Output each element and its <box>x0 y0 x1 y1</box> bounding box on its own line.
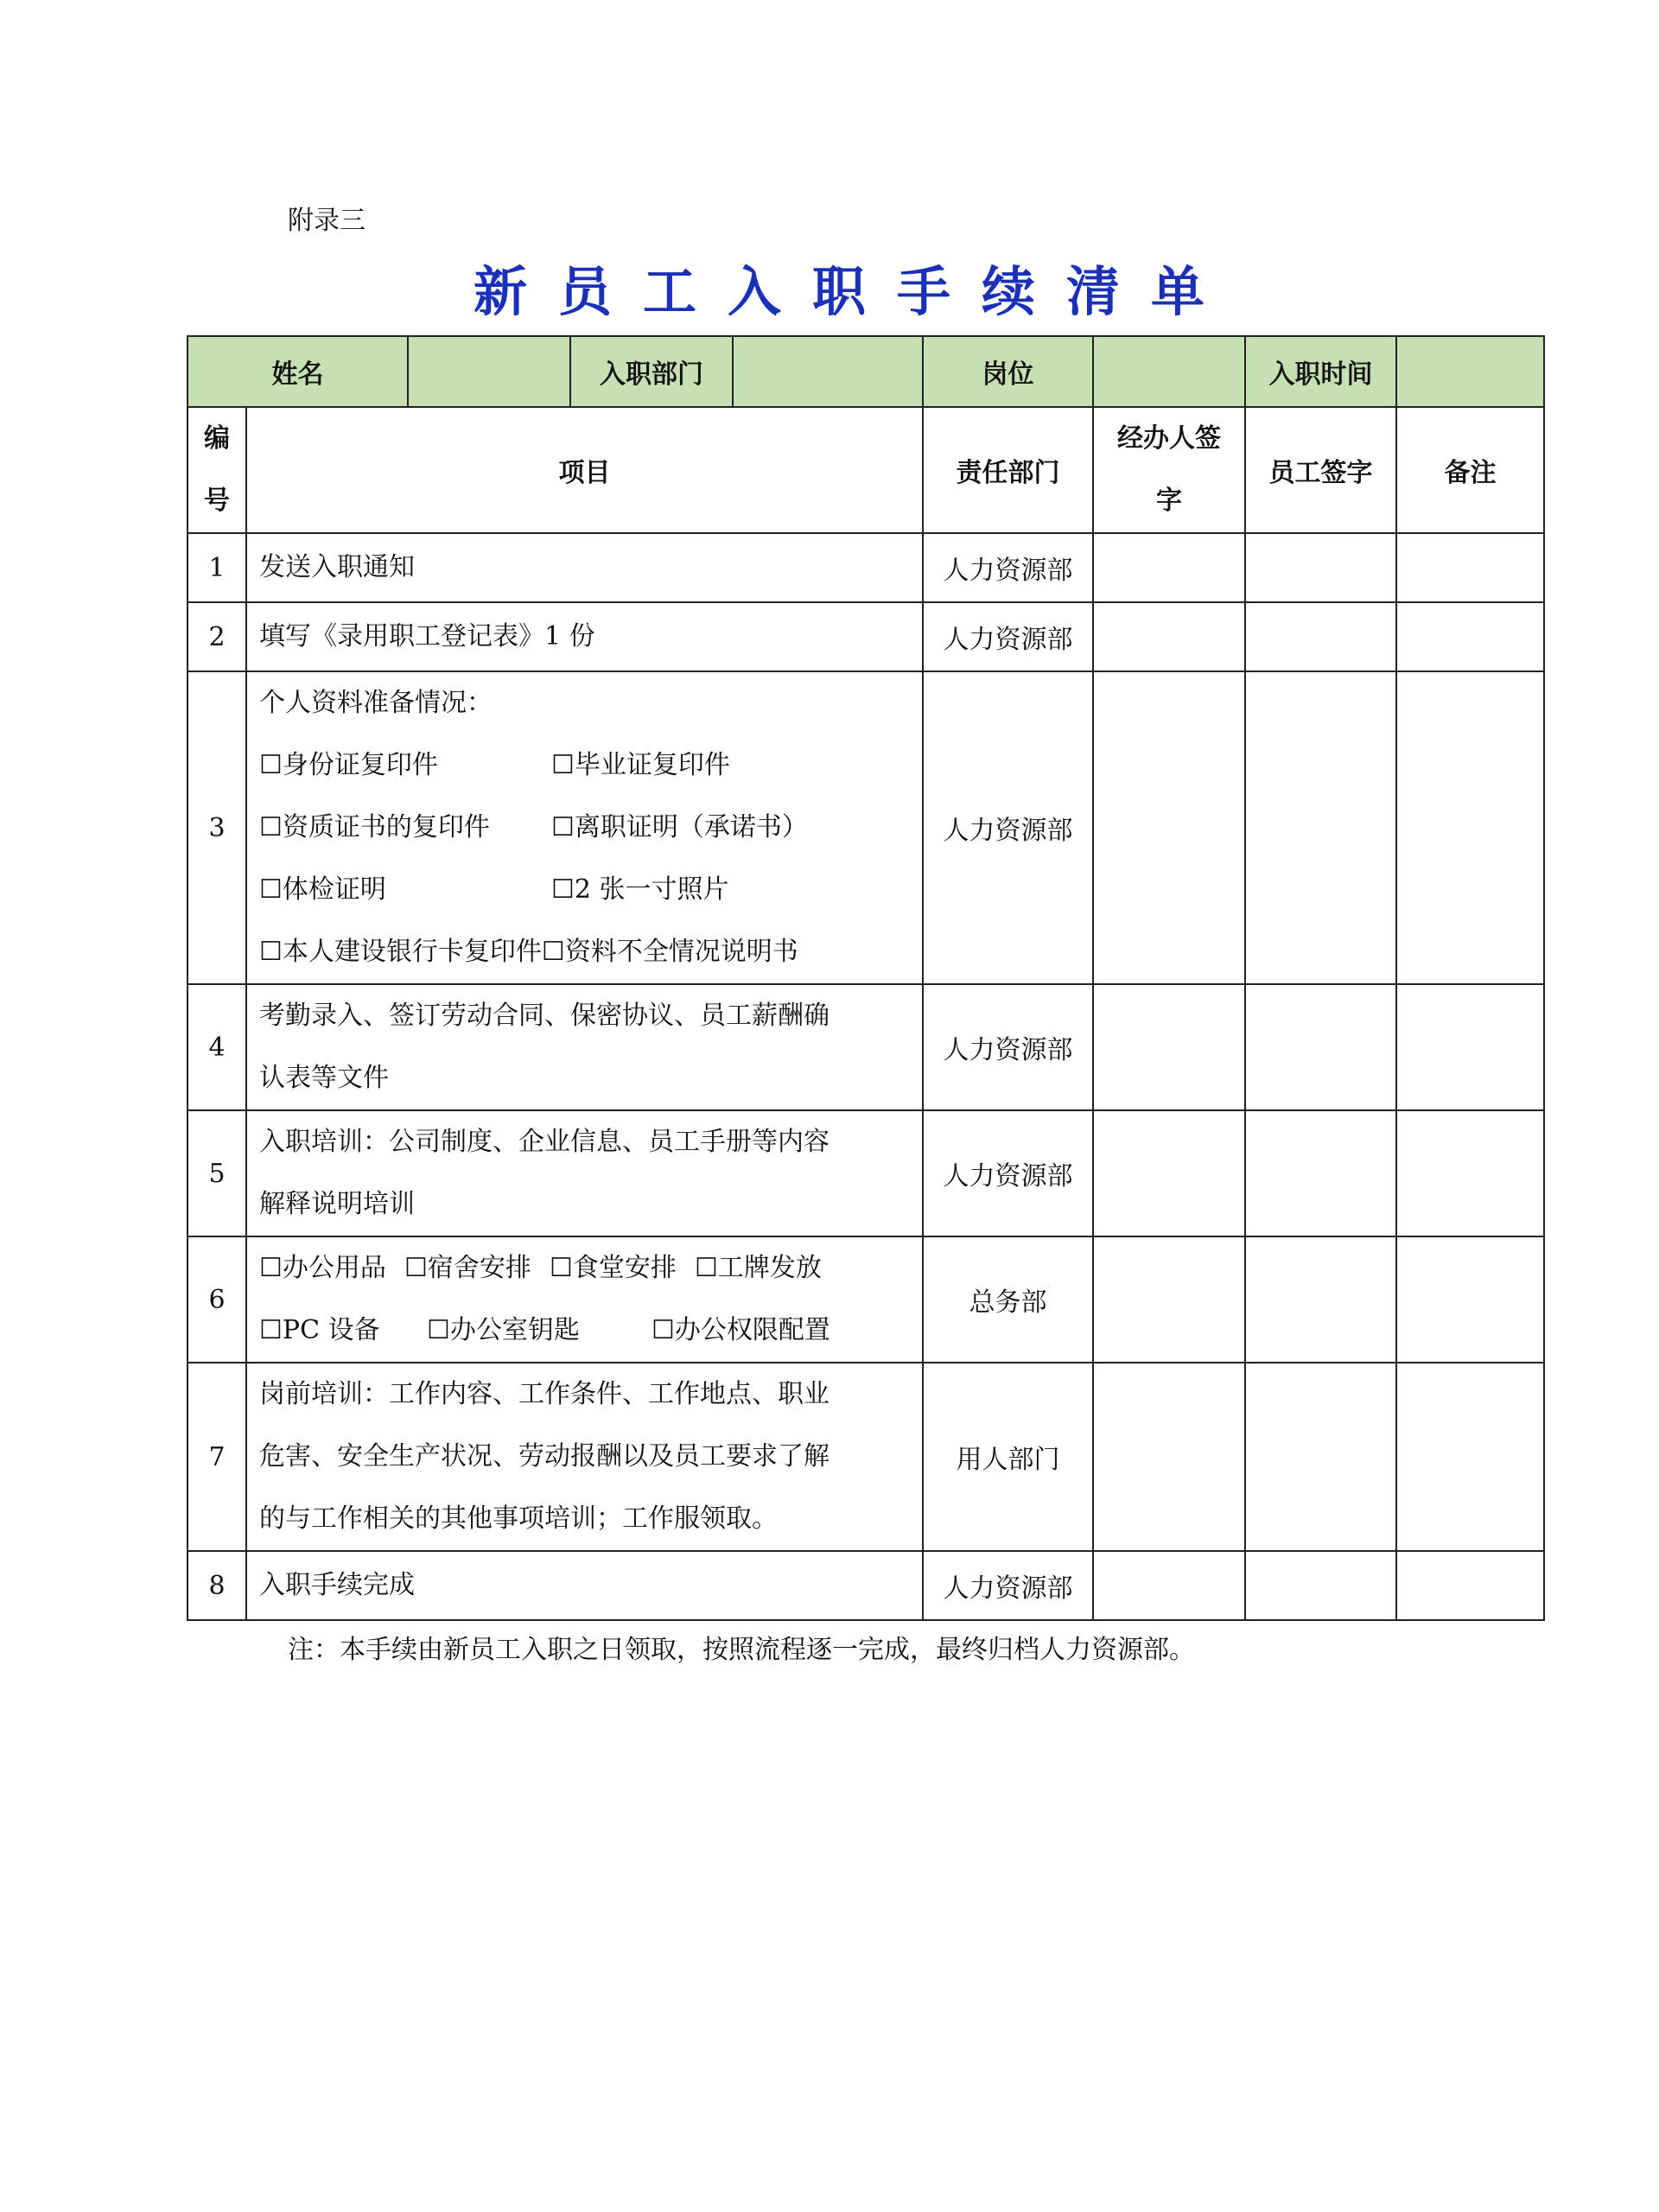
handler-sign-cell[interactable] <box>1093 1110 1245 1236</box>
handler-sign-cell[interactable] <box>1093 671 1245 984</box>
row-dept: 人力资源部 <box>923 984 1093 1110</box>
row-item: 入职手续完成 <box>246 1551 923 1620</box>
row-item-line: 考勤录入、签订劳动合同、保密协议、员工薪酬确 <box>259 1001 830 1031</box>
position-label: 岗位 <box>923 336 1093 407</box>
remark-cell[interactable] <box>1396 533 1544 602</box>
row-item-line: 入职培训：公司制度、企业信息、员工手册等内容 <box>259 1127 830 1157</box>
remark-cell[interactable] <box>1396 1551 1544 1620</box>
checkbox-badge[interactable]: ☐ 工牌发放 <box>695 1237 822 1300</box>
col-handler-sign-header: 经办人签字 <box>1093 407 1245 533</box>
row-item: 发送入职通知 <box>246 533 923 602</box>
row-item-line: 解释说明培训 <box>259 1189 415 1219</box>
position-field[interactable] <box>1093 336 1245 407</box>
checkbox-resignation-proof[interactable]: ☐ 离职证明（承诺书） <box>551 797 808 859</box>
row-dept: 人力资源部 <box>923 602 1093 671</box>
dept-field[interactable] <box>733 336 923 407</box>
handler-sign-cell[interactable] <box>1093 1551 1245 1620</box>
row-dept: 人力资源部 <box>923 1551 1093 1620</box>
row-dept: 人力资源部 <box>923 1110 1093 1236</box>
row-item-line: 认表等文件 <box>259 1063 389 1093</box>
row-item <box>246 1110 923 1236</box>
row-num: 7 <box>188 1363 246 1551</box>
onboarding-checklist-table <box>187 335 1545 1621</box>
row-num: 4 <box>188 984 246 1110</box>
col-dept-header: 责任部门 <box>923 407 1093 533</box>
table-row <box>188 1236 1544 1363</box>
row-item <box>246 1236 923 1363</box>
row-num: 2 <box>188 602 246 671</box>
checkbox-diploma-copy[interactable]: ☐ 毕业证复印件 <box>551 734 730 797</box>
row-num: 8 <box>188 1551 246 1620</box>
employee-sign-cell[interactable] <box>1245 1551 1396 1620</box>
row-dept: 用人部门 <box>923 1363 1093 1551</box>
row-item <box>246 671 923 984</box>
checkbox-office-key[interactable]: ☐ 办公室钥匙 <box>427 1300 652 1362</box>
employee-sign-cell[interactable] <box>1245 671 1396 984</box>
remark-cell[interactable] <box>1396 984 1544 1110</box>
row-item <box>246 1363 923 1551</box>
row-item <box>246 984 923 1110</box>
checkbox-certificate-copy[interactable]: ☐ 资质证书的复印件 <box>259 797 551 859</box>
col-employee-sign-header: 员工签字 <box>1245 407 1396 533</box>
row-num: 3 <box>188 671 246 984</box>
row-num: 6 <box>188 1236 246 1363</box>
row-item-line: 危害、安全生产状况、劳动报酬以及员工要求了解 <box>259 1441 830 1471</box>
page-title: 新员工入职手续清单 <box>473 260 1236 323</box>
table-row <box>188 984 1544 1110</box>
handler-sign-cell[interactable] <box>1093 1363 1245 1551</box>
col-item-header: 项目 <box>246 407 923 533</box>
employee-sign-cell[interactable] <box>1245 1363 1396 1551</box>
row-dept: 总务部 <box>923 1236 1093 1363</box>
employee-sign-cell[interactable] <box>1245 984 1396 1110</box>
remark-cell[interactable] <box>1396 671 1544 984</box>
checkbox-canteen[interactable]: ☐ 食堂安排 <box>550 1237 695 1300</box>
row-item-line: 岗前培训：工作内容、工作条件、工作地点、职业 <box>259 1379 830 1409</box>
remark-cell[interactable] <box>1396 602 1544 671</box>
table-row <box>188 533 1544 602</box>
col-remark-header: 备注 <box>1396 407 1544 533</box>
checkbox-health-check[interactable]: ☐ 体检证明 <box>259 859 551 921</box>
checkbox-pc[interactable]: ☐ PC 设备 <box>259 1300 427 1362</box>
row-item: 填写《录用职工登记表》1 份 <box>246 602 923 671</box>
table-row <box>188 1551 1544 1620</box>
checkbox-permissions[interactable]: ☐ 办公权限配置 <box>652 1300 830 1362</box>
employee-sign-cell[interactable] <box>1245 602 1396 671</box>
row-num: 5 <box>188 1110 246 1236</box>
employee-sign-cell[interactable] <box>1245 1110 1396 1236</box>
employee-sign-cell[interactable] <box>1245 1236 1396 1363</box>
handler-sign-cell[interactable] <box>1093 984 1245 1110</box>
col-num-header <box>188 407 246 533</box>
date-label: 入职时间 <box>1245 336 1396 407</box>
column-header-row <box>188 407 1544 533</box>
name-field[interactable] <box>408 336 570 407</box>
checkbox-missing-docs-note[interactable]: ☐ 资料不全情况说明书 <box>542 921 798 983</box>
row-dept: 人力资源部 <box>923 671 1093 984</box>
appendix-label: 附录三 <box>288 206 365 236</box>
checkbox-photos[interactable]: ☐ 2 张一寸照片 <box>551 859 729 921</box>
remark-cell[interactable] <box>1396 1110 1544 1236</box>
handler-sign-cell[interactable] <box>1093 533 1245 602</box>
date-field[interactable] <box>1396 336 1544 407</box>
employee-sign-cell[interactable] <box>1245 533 1396 602</box>
handler-sign-cell[interactable] <box>1093 602 1245 671</box>
table-row <box>188 1110 1544 1236</box>
dept-label: 入职部门 <box>570 336 733 407</box>
footnote: 注：本手续由新员工入职之日领取，按照流程逐一完成，最终归档人力资源部。 <box>288 1635 1195 1665</box>
row-item-line: 的与工作相关的其他事项培训；工作服领取。 <box>259 1503 778 1534</box>
checkbox-id-copy[interactable]: ☐ 身份证复印件 <box>259 734 551 797</box>
row-item-intro: 个人资料准备情况： <box>259 688 493 718</box>
table-row <box>188 671 1544 984</box>
remark-cell[interactable] <box>1396 1363 1544 1551</box>
table-row <box>188 602 1544 671</box>
name-label: 姓名 <box>188 336 408 407</box>
remark-cell[interactable] <box>1396 1236 1544 1363</box>
handler-sign-cell[interactable] <box>1093 1236 1245 1363</box>
checkbox-dorm[interactable]: ☐ 宿舍安排 <box>404 1237 550 1300</box>
checkbox-bank-card-copy[interactable]: ☐ 本人建设银行卡复印件 <box>259 921 542 983</box>
checkbox-office-supplies[interactable]: ☐ 办公用品 <box>259 1237 404 1300</box>
info-header-row <box>188 336 1544 407</box>
col-num-text: 编 号 <box>204 423 230 516</box>
row-dept: 人力资源部 <box>923 533 1093 602</box>
table-row <box>188 1363 1544 1551</box>
row-num: 1 <box>188 533 246 602</box>
